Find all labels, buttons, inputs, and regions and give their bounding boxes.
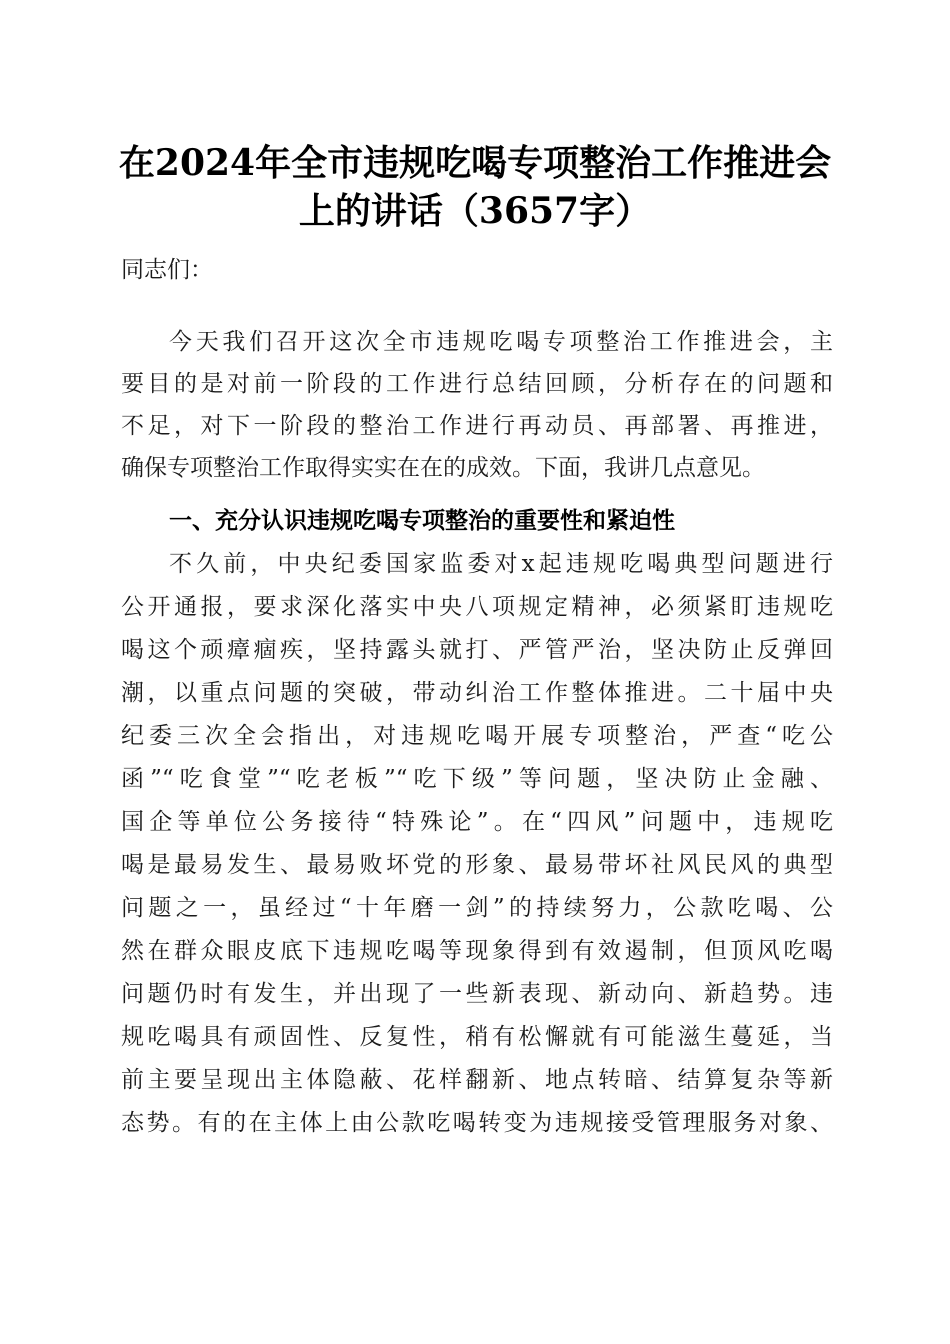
section-heading: 一、充分认识违规吃喝专项整治的重要性和紧迫性: [169, 508, 675, 534]
body-line: 纪委三次全会指出，对违规吃喝开展专项整治，严查“吃公: [121, 723, 833, 749]
body-line: 今天我们召开这次全市违规吃喝专项整治工作推进会，主: [169, 329, 833, 355]
document-title-line-1: 在2024年全市违规吃喝专项整治工作推进会: [118, 142, 832, 184]
body-line: 要目的是对前一阶段的工作进行总结回顾，分析存在的问题和: [121, 371, 833, 397]
body-line: 国企等单位公务接待“特殊论”。在“四风”问题中，违规吃: [121, 809, 833, 835]
body-line: 问题仍时有发生，并出现了一些新表现、新动向、新趋势。违: [121, 981, 833, 1007]
body-line: 然在群众眼皮底下违规吃喝等现象得到有效遏制，但顶风吃喝: [121, 938, 833, 964]
body-line: 态势。有的在主体上由公款吃喝转变为违规接受管理服务对象、: [121, 1110, 833, 1136]
body-line: 公开通报，要求深化落实中央八项规定精神，必须紧盯违规吃: [121, 594, 833, 620]
body-line: 前主要呈现出主体隐蔽、花样翻新、地点转暗、结算复杂等新: [121, 1067, 833, 1093]
body-line: 潮，以重点问题的突破，带动纠治工作整体推进。二十届中央: [121, 680, 833, 706]
body-line: 不久前，中央纪委国家监委对x起违规吃喝典型问题进行: [169, 551, 833, 577]
body-line: 问题之一，虽经过“十年磨一剑”的持续努力，公款吃喝、公: [121, 895, 833, 921]
body-line: 规吃喝具有顽固性、反复性，稍有松懈就有可能滋生蔓延，当: [121, 1024, 833, 1050]
document-title-line-2: 上的讲话（3657字）: [298, 190, 652, 232]
body-line: 喝是最易发生、最易败坏党的形象、最易带坏社风民风的典型: [121, 852, 833, 878]
salutation: 同志们：: [121, 257, 213, 283]
body-line: 函”“吃食堂”“吃老板”“吃下级”等问题，坚决防止金融、: [121, 766, 833, 792]
body-line: 确保专项整治工作取得实实在在的成效。下面，我讲几点意见。: [121, 455, 765, 481]
body-line: 不足，对下一阶段的整治工作进行再动员、再部署、再推进，: [121, 413, 833, 439]
body-line: 喝这个顽瘴痼疾，坚持露头就打、严管严治，坚决防止反弹回: [121, 637, 833, 663]
